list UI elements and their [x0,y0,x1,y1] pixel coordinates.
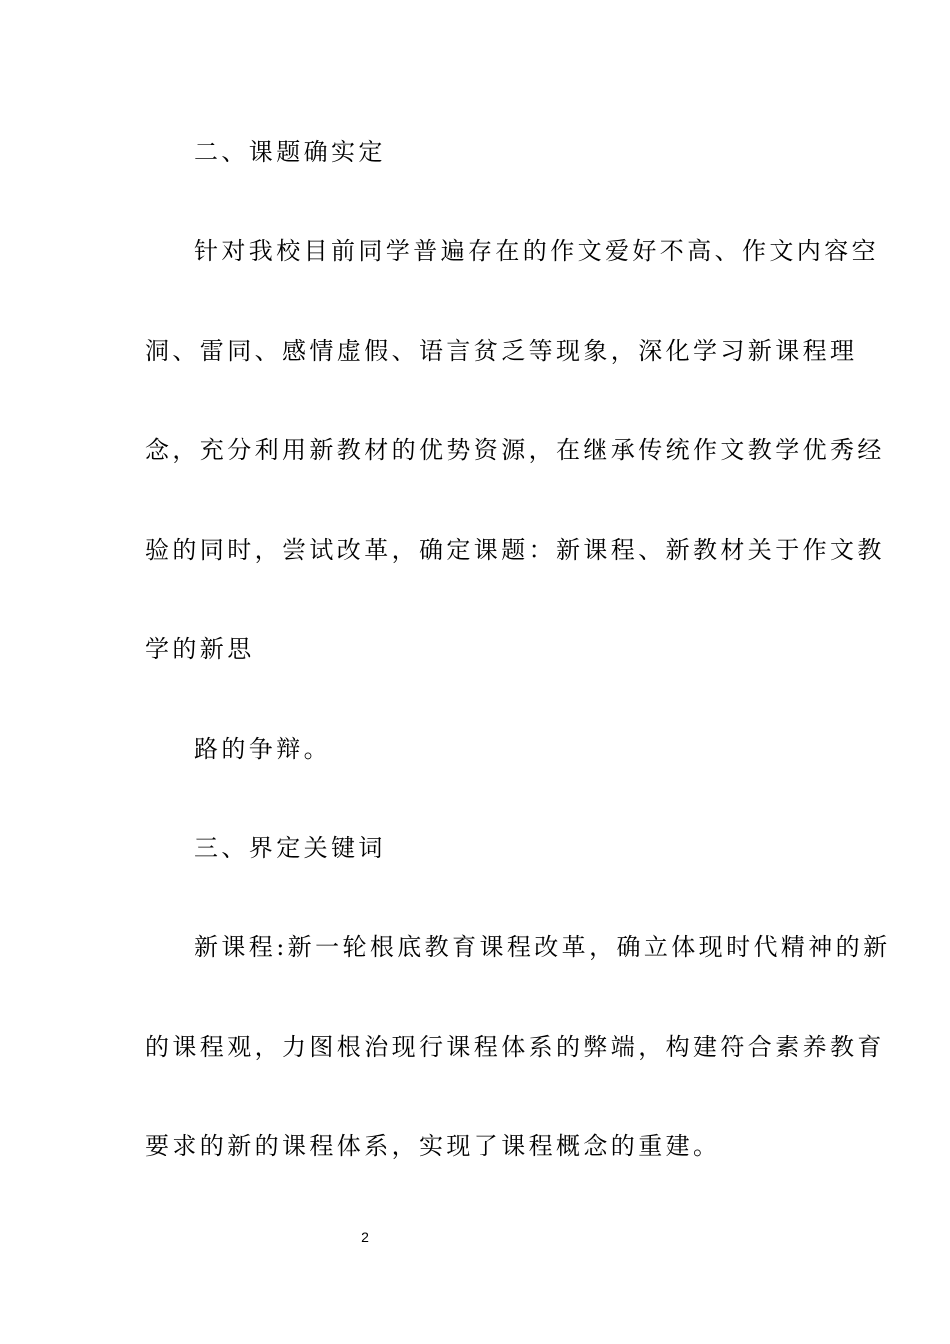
section-heading-2: 二、课题确实定 [194,138,386,166]
section-heading-3: 三、界定关键词 [194,834,386,862]
paragraph-line: 学的新思 [145,635,255,663]
paragraph-line: 洞、雷同、感情虚假、语言贫乏等现象，深化学习新课程理 [145,337,858,365]
paragraph-line: 要求的新的课程体系，实现了课程概念的重建。 [145,1132,721,1160]
page-number: 2 [361,1229,369,1245]
paragraph-line: 验的同时，尝试改革，确定课题：新课程、新教材关于作文教 [145,536,885,564]
paragraph-line: 针对我校目前同学普遍存在的作文爱好不高、作文内容空 [194,237,879,265]
paragraph-line: 新课程:新一轮根底教育课程改革，确立体现时代精神的新 [194,933,891,961]
paragraph-line: 路的争辩。 [194,735,331,763]
paragraph-line: 念，充分利用新教材的优势资源，在继承传统作文教学优秀经 [145,436,885,464]
paragraph-line: 的课程观，力图根治现行课程体系的弊端，构建符合素养教育 [145,1033,885,1061]
